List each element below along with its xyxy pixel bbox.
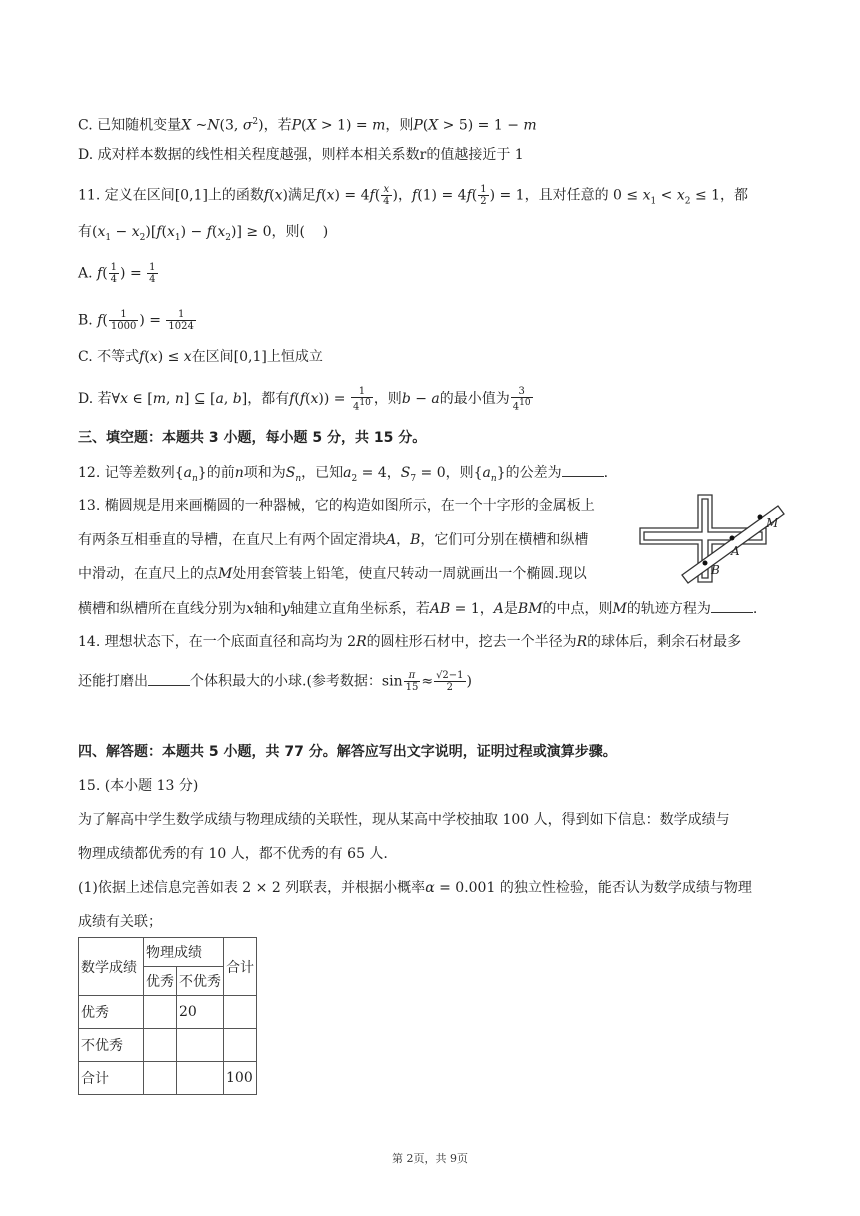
q11-stem-line2: 有$(x_1 - x_2)[f(x_1) - f(x_2)] \ge 0$，则( ) [78,224,329,243]
section-3-heading: 三、填空题：本题共 3 小题，每小题 5 分，共 15 分。 [78,430,427,446]
q11-option-b: B. f( $\frac{1}{1000}$ ) = $\frac{1}{1024}$ [78,309,194,332]
q11-stem-line1: 11. 定义在区间[0,1]上的函数f(x)满足f(x) = 4f( $\frac{x}{4}$ )，f(1) = 4f( $\frac{1}{2}$ ) = 1，且对任意的 $0 \le x_1 < x_2 \le 1$，都 [78,184,749,207]
row-label: 合计 [79,1062,144,1095]
header-total: 合计 [224,938,257,996]
q15-part1-line2: 成绩有关联； [78,914,162,930]
option-c-line: C. 已知随机变量X ~N(3, $\sigma^2$)，若P(X > 1) = m，则P(X > 5) = 1 − m [78,117,537,134]
table-cell [224,1029,257,1062]
q11-option-c: C. 不等式f(x) ≤ x在区间[0,1]上恒成立 [78,349,323,365]
table-row [79,1029,257,1062]
row-label: 优秀 [79,996,144,1029]
table-row [79,1062,257,1095]
table-cell [144,1062,177,1095]
q11-option-d: D. 若∀x ∈ [m, n] ⊆ [a, b]，都有f(f(x)) = $\frac{1}{4^{10}}$ ，则b − a的最小值为 $\frac{3}{4^{10}}$ [78,386,531,413]
q13-line2: 有两条互相垂直的导槽，在直尺上有两个固定滑块A，B，它们可分别在横槽和纵槽 [78,532,589,548]
page-footer: 第 2页，共 9页 [392,1152,468,1165]
header-good: 优秀 [144,967,177,996]
option-d-line: D. 成对样本数据的线性相关程度越强，则样本相关系数r的值越接近于 1 [78,147,524,163]
q15-header: 15. (本小题 13 分) [78,778,199,794]
q14-line2: 还能打磨出 个体积最大的小球.(参考数据：sin $\frac{\pi}{15}$ ≈ $\frac{√2-1}{2}$ ) [78,670,473,693]
q15-part1-line1: (1)依据上述信息完善如表 2 × 2 列联表，并根据小概率α = 0.001 的独立性检验，能否认为数学成绩与物理 [78,880,752,896]
table-cell [144,1029,177,1062]
header-not-good: 不优秀 [177,967,224,996]
label-a: A [731,544,740,558]
header-physics: 物理成绩 [144,938,224,967]
label-b: B [711,563,720,577]
section-4-heading: 四、解答题：本题共 5 小题，共 77 分。解答应写出文字说明，证明过程或演算步骤。 [78,744,617,760]
q15-text-line1: 为了解高中学生数学成绩与物理成绩的关联性，现从某高中学校抽取 100 人，得到如下信息：数学成绩与 [78,812,730,828]
q15-text-line2: 物理成绩都优秀的有 10 人，都不优秀的有 65 人. [78,846,388,862]
q13-line3: 中滑动，在直尺上的点M处用套管装上铅笔，使直尺转动一周就画出一个椭圆.现以 [78,566,587,582]
label-m: M [766,516,779,530]
point-b [703,561,708,566]
row-label: 不优秀 [79,1029,144,1062]
table-cell: 100 [224,1062,257,1095]
table-row [79,996,257,1029]
ellipsograph-figure [636,492,786,588]
q11-option-a: A. f( $\frac{1}{4}$ ) = $\frac{1}{4}$ [78,262,156,285]
table-cell [144,996,177,1029]
q13-line1: 13. 椭圆规是用来画椭圆的一种器械，它的构造如图所示，在一个十字形的金属板上 [78,498,595,514]
point-m [758,515,763,520]
point-a [730,536,735,541]
table-cell [177,1062,224,1095]
table-cell: 20 [177,996,224,1029]
table-cell [177,1029,224,1062]
table-cell [224,996,257,1029]
q13-line4: 横槽和纵槽所在直线分别为x轴和y轴建立直角坐标系，若AB = 1，A是BM的中点，则M的轨迹方程为 . [78,598,757,619]
contingency-table [78,937,257,1095]
q12-line: 12. 记等差数列$\{a_n\}$的前n项和为$S_n$，已知$a_2 = 4$，$S_7 = 0$，则$\{a_n\}$的公差为 . [78,462,608,489]
q14-line1: 14. 理想状态下，在一个底面直径和高均为 2R的圆柱形石材中，挖去一个半径为R的球体后，剩余石材最多 [78,634,742,650]
header-math: 数学成绩 [79,938,144,996]
